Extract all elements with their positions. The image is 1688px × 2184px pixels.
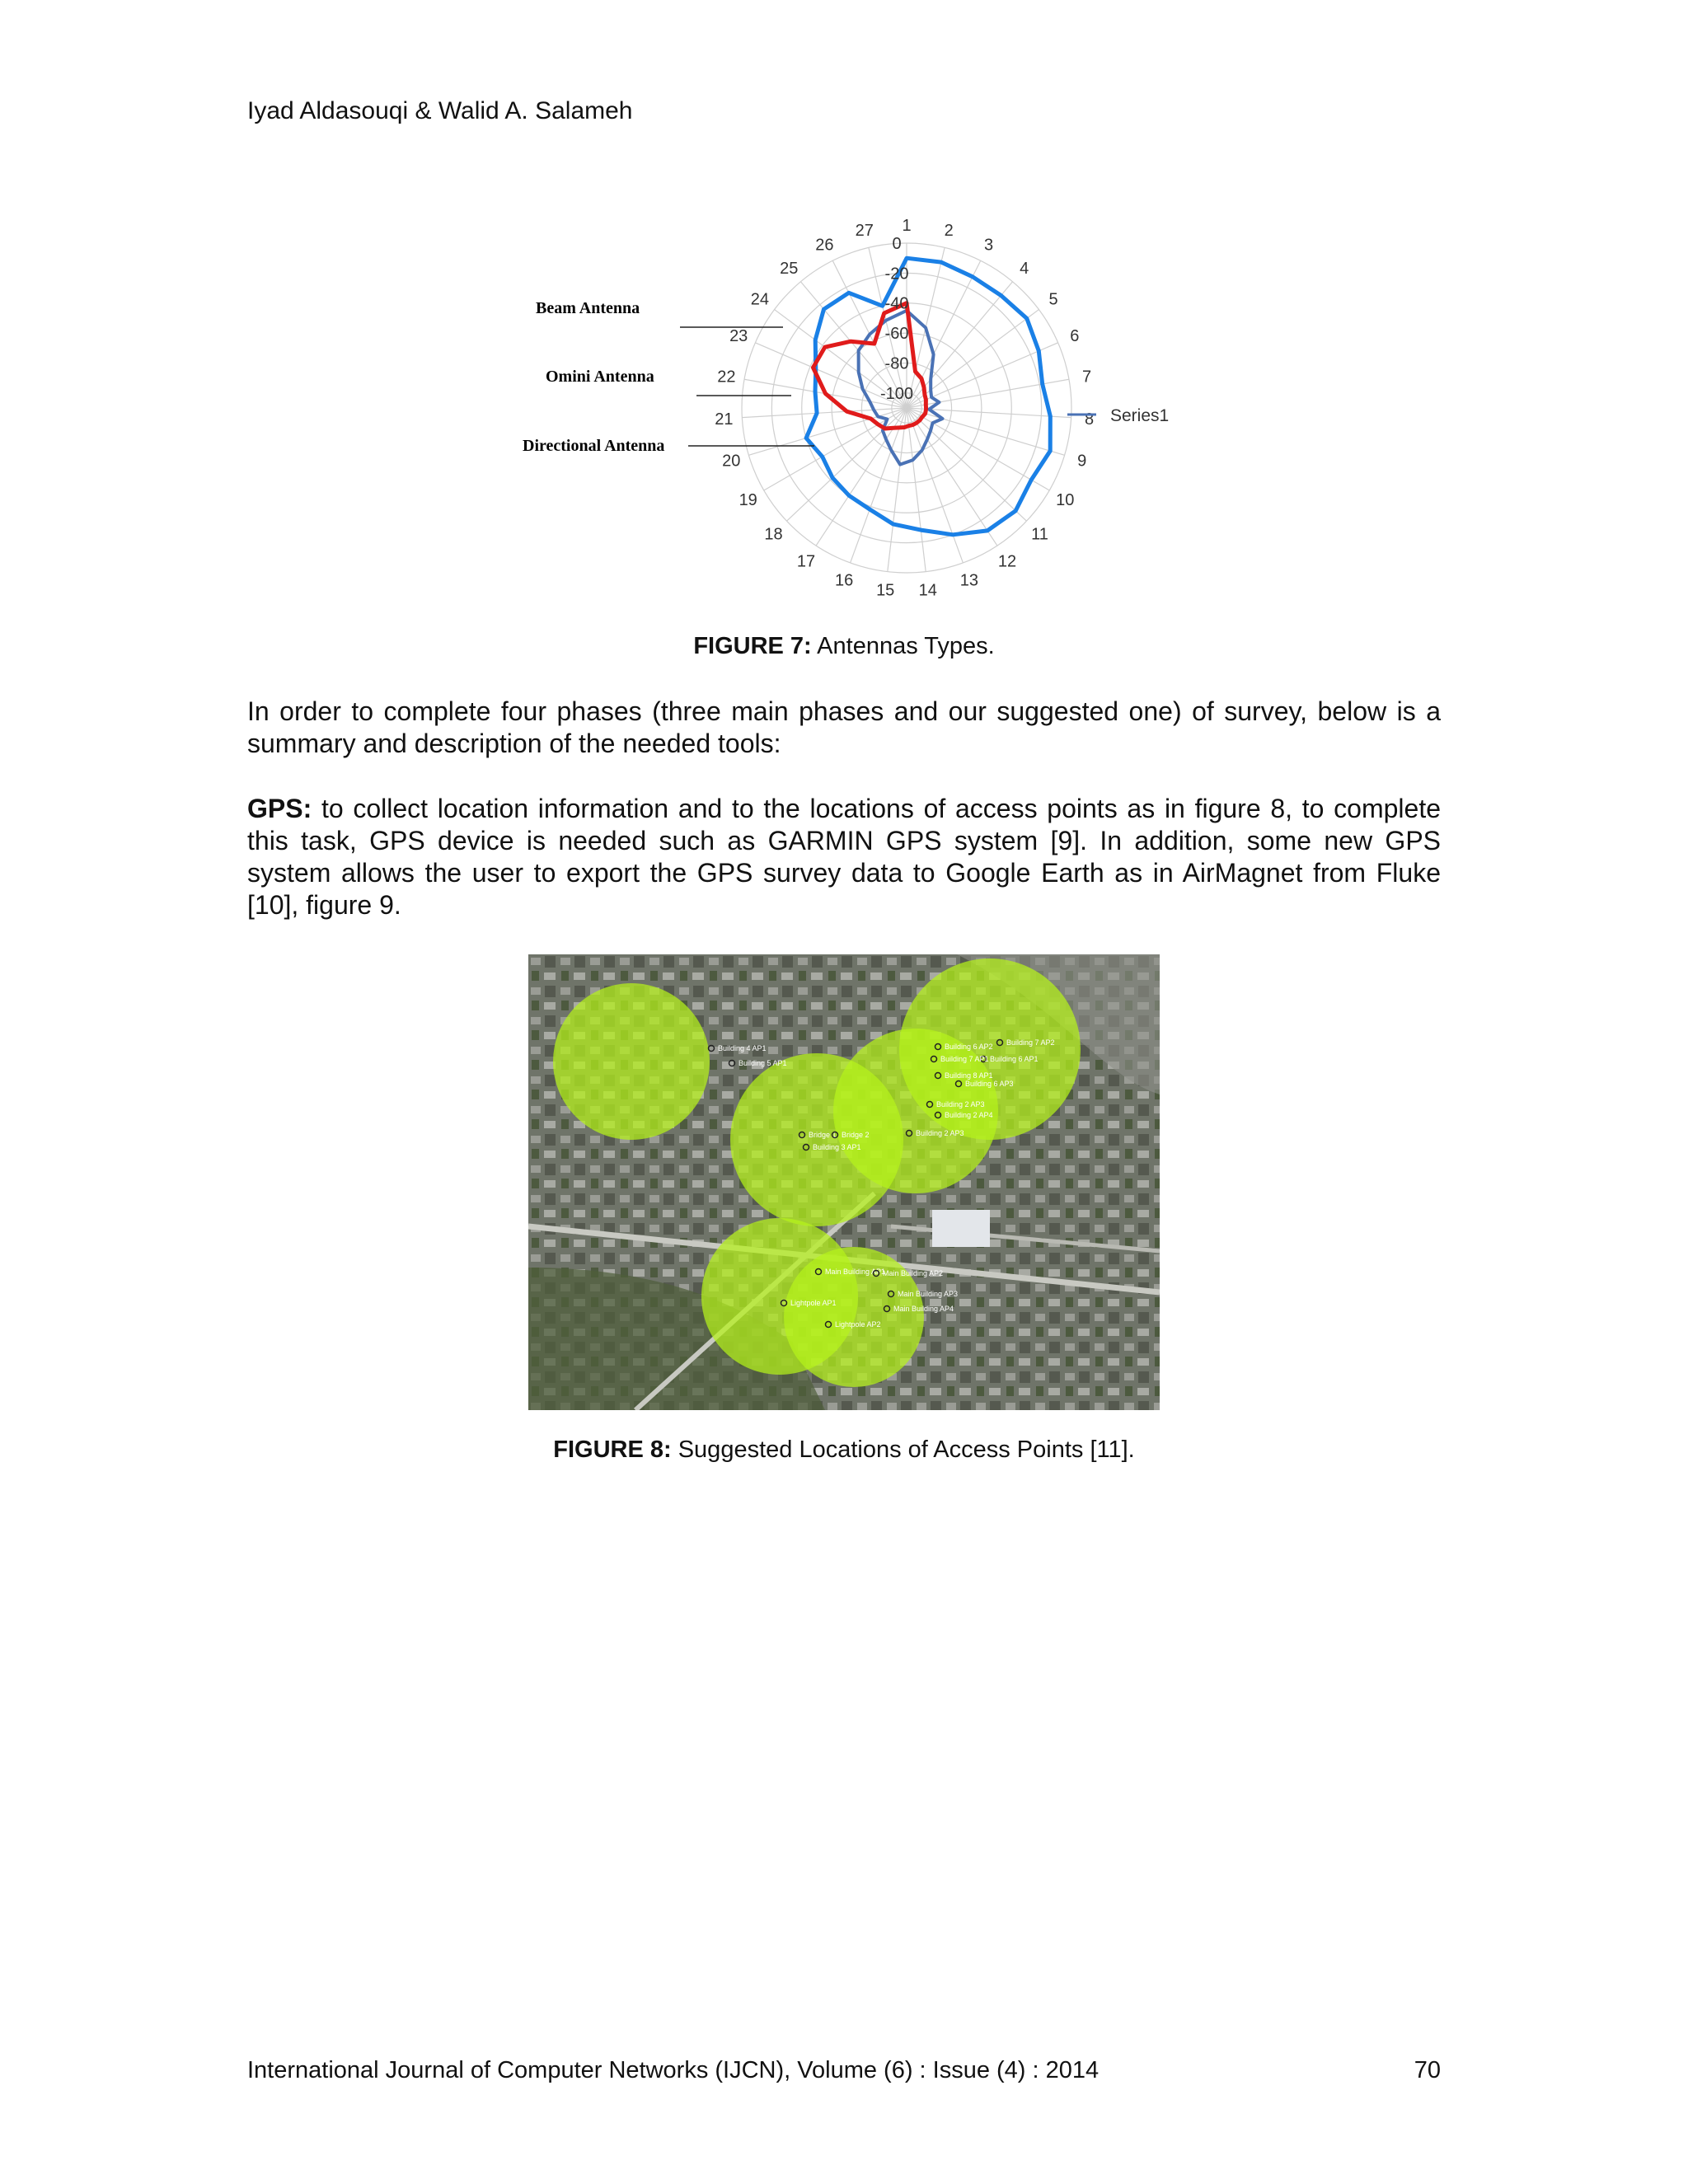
ap-label: Building 6 AP1: [990, 1055, 1039, 1063]
ap-label: Building 6 AP3: [965, 1080, 1014, 1088]
radar-spoke: [907, 408, 1026, 521]
ap-label: Building 5 AP1: [738, 1059, 787, 1067]
figure-7-caption: FIGURE 7: Antennas Types.: [693, 633, 995, 659]
category-label-16: 16: [834, 571, 854, 590]
annotation-beam: Beam Antenna: [536, 299, 640, 317]
figure-8-aerial-map: [528, 954, 1160, 1410]
category-label-23: 23: [729, 327, 748, 346]
legend-series1: Series1: [1110, 406, 1170, 425]
ap-label: Building 2 AP3: [936, 1100, 985, 1108]
category-label-6: 6: [1070, 327, 1080, 346]
radial-tick-label: -100: [879, 384, 914, 403]
ap-label: Building 4 AP1: [718, 1044, 767, 1052]
category-label-7: 7: [1082, 368, 1092, 387]
category-label-11: 11: [1031, 525, 1048, 544]
radial-tick-label: -80: [884, 354, 909, 373]
ap-label: Lightpole AP2: [835, 1320, 881, 1329]
category-label-12: 12: [997, 552, 1017, 571]
category-label-13: 13: [959, 571, 979, 590]
category-label-5: 5: [1048, 290, 1058, 309]
ap-label: Lightpole AP1: [790, 1299, 837, 1307]
aerial-map-image: [528, 954, 1160, 1410]
footer-journal: International Journal of Computer Networks (IJCN), Volume (6) : Issue (4) : 2014: [247, 2057, 1100, 2083]
annotation-directional: Directional Antenna: [523, 437, 665, 455]
category-label-27: 27: [855, 222, 874, 240]
category-label-3: 3: [984, 236, 994, 255]
category-label-20: 20: [722, 452, 741, 471]
ap-label: Building 6 AP2: [945, 1043, 993, 1051]
radial-tick-label: -60: [884, 325, 909, 344]
radial-tick-label: -20: [884, 265, 909, 284]
ap-label: Main Building AP2: [883, 1269, 944, 1277]
category-label-25: 25: [780, 259, 799, 278]
ap-label: Main Building AP3: [898, 1290, 959, 1298]
radial-tick-label: -40: [884, 294, 909, 313]
radar-spoke: [907, 408, 1049, 490]
figure-7-antenna-chart: [511, 202, 1187, 614]
category-label-1: 1: [902, 217, 912, 235]
category-label-9: 9: [1077, 452, 1087, 471]
category-label-10: 10: [1056, 491, 1075, 509]
radar-chart: [511, 202, 1187, 614]
category-label-22: 22: [717, 368, 736, 387]
category-label-2: 2: [944, 222, 954, 240]
ap-label: Main Building AP1: [825, 1268, 886, 1276]
radar-spoke: [787, 408, 907, 521]
category-label-4: 4: [1020, 259, 1029, 278]
page-number: 70: [1414, 2057, 1441, 2083]
ap-label: Main Building AP4: [893, 1305, 954, 1313]
category-label-17: 17: [796, 552, 816, 571]
category-label-26: 26: [815, 236, 834, 255]
category-label-18: 18: [764, 525, 783, 544]
category-label-19: 19: [738, 491, 757, 509]
ap-label: Building 2 AP3: [916, 1129, 964, 1137]
category-label-15: 15: [876, 581, 895, 600]
ap-label: Building 2 AP4: [945, 1111, 993, 1119]
ap-label: Building 8 AP1: [945, 1071, 993, 1080]
ap-label: Bridge 2: [842, 1131, 870, 1139]
category-label-14: 14: [918, 581, 937, 600]
gps-paragraph: GPS: to collect location information and to the locations of access points as in figure 8, to complete this task, GPS device is needed such as GARMIN GPS system [9]. In addition, some new GPS system allows the user to export the GPS survey data to Google Earth as in AirMagnet from Fluke [10], figure 9.: [247, 794, 1441, 920]
ap-label: Building 7 AP1: [940, 1055, 989, 1063]
chart-legend: [1067, 406, 1169, 425]
running-head: Iyad Aldasouqi & Walid A. Salameh: [247, 97, 633, 124]
category-label-24: 24: [750, 290, 770, 309]
antenna-annotations: [523, 299, 814, 455]
radar-spoke: [907, 343, 1058, 408]
ap-label: Bridge 1: [809, 1131, 837, 1139]
figure-8-caption: FIGURE 8: Suggested Locations of Access Points [11].: [553, 1436, 1135, 1463]
annotation-omni: Omini Antenna: [546, 368, 654, 386]
radial-tick-label: 0: [892, 235, 902, 253]
ap-label: Building 7 AP2: [1006, 1038, 1055, 1047]
category-label-21: 21: [715, 410, 734, 429]
intro-paragraph: In order to complete four phases (three main phases and our suggested one) of survey, below is a summary and description of the needed tools:: [247, 696, 1441, 758]
category-label-8: 8: [1085, 410, 1095, 429]
ap-label: Building 3 AP1: [813, 1143, 861, 1151]
radar-grid: [742, 243, 1071, 573]
